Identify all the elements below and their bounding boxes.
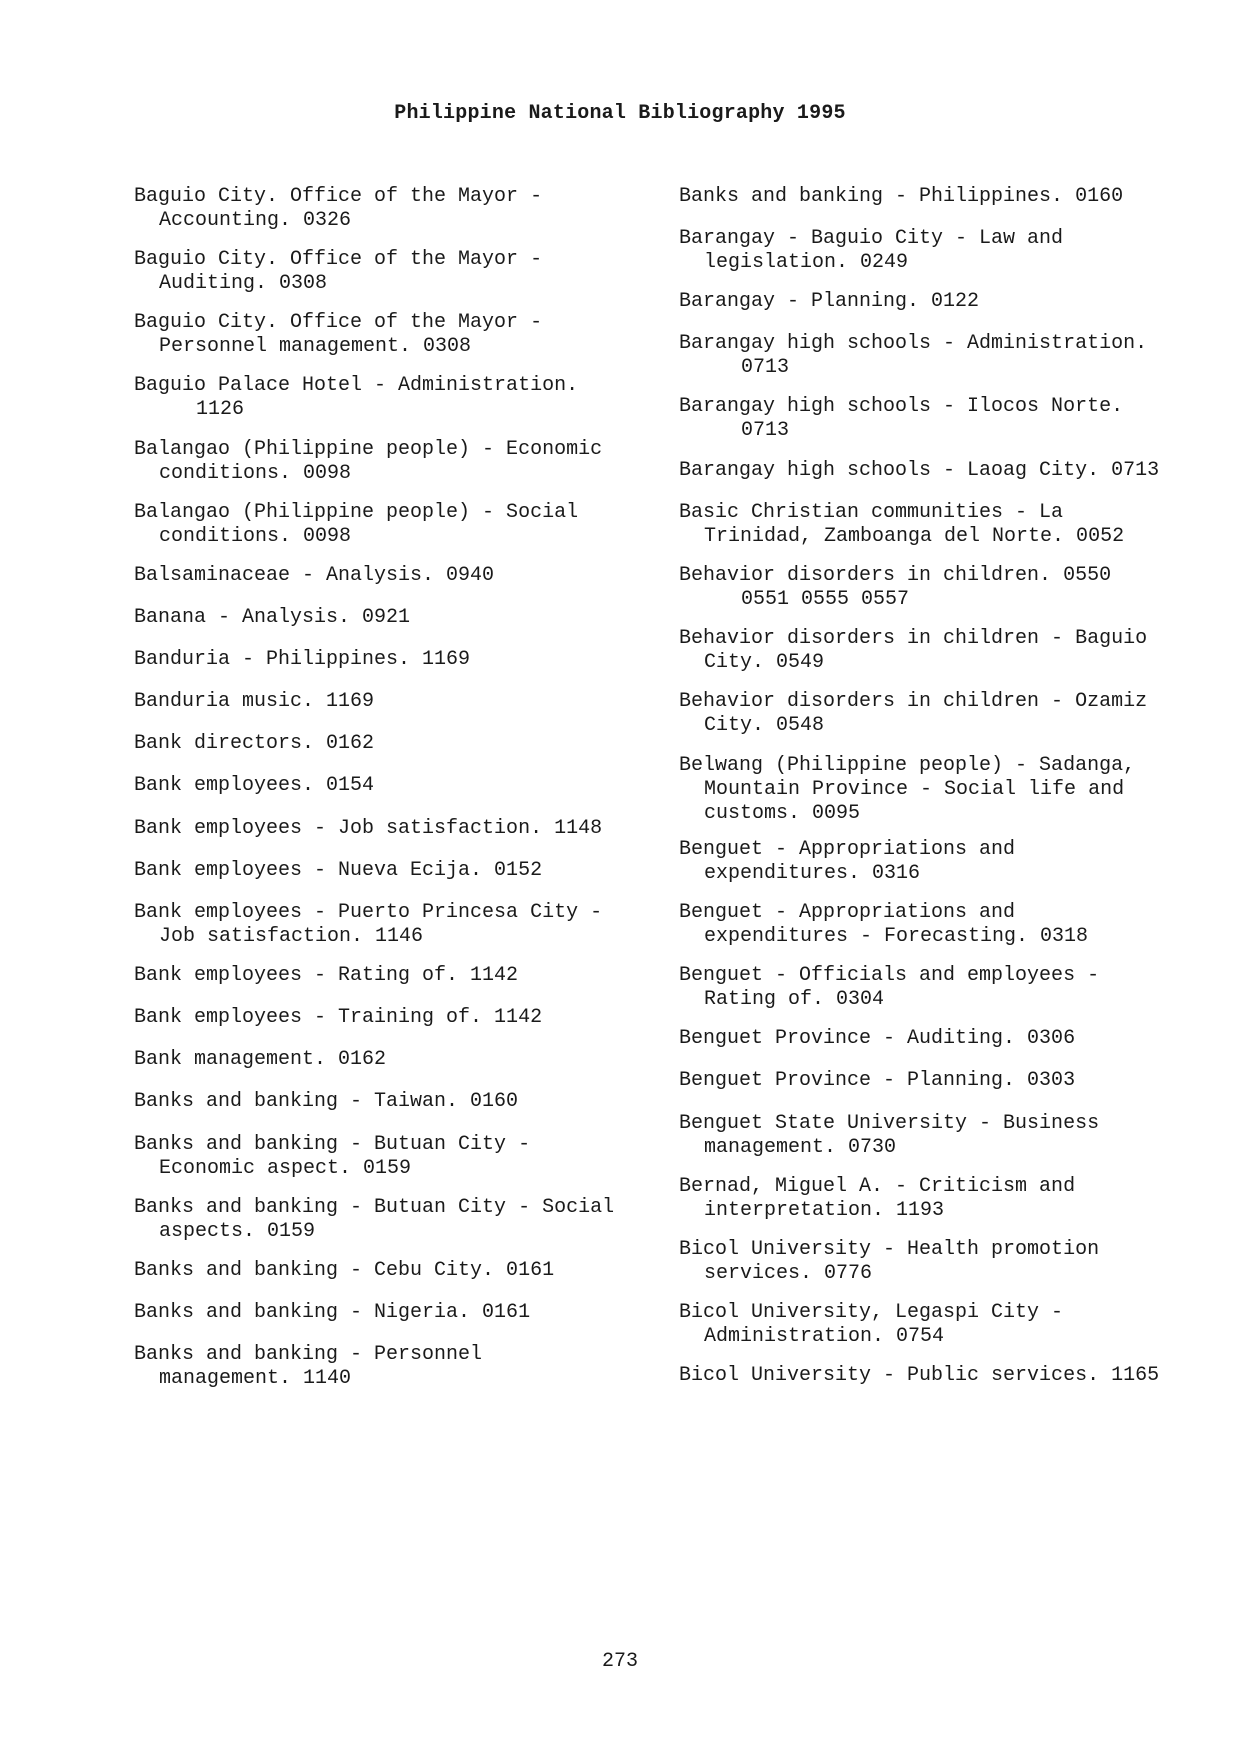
- entry-line: Administration. 0754: [704, 1325, 945, 1348]
- entry-line: Balangao (Philippine people) - Economic: [134, 438, 603, 461]
- index-entry: [679, 395, 1123, 443]
- index-entry: [679, 185, 1123, 209]
- page-title: Philippine National Bibliography 1995: [394, 102, 846, 125]
- index-entry: [134, 564, 494, 588]
- entry-line: Bicol University - Public services. 1165: [679, 1364, 1160, 1387]
- entry-line: Banana - Analysis. 0921: [134, 606, 411, 629]
- index-entry: [679, 1301, 1063, 1349]
- entry-line: Balsaminaceae - Analysis. 0940: [134, 564, 495, 587]
- entry-line: Bank employees - Training of. 1142: [134, 1006, 543, 1029]
- entry-line: Baguio City. Office of the Mayor -: [134, 311, 543, 334]
- index-entry: [134, 1048, 386, 1072]
- index-entry: [679, 964, 1099, 1012]
- index-entry: [134, 1259, 554, 1283]
- entry-line: Bicol University, Legaspi City -: [679, 1301, 1064, 1324]
- entry-line: Bank employees. 0154: [134, 774, 375, 797]
- entry-line: conditions. 0098: [159, 525, 352, 548]
- entry-line: Basic Christian communities - La: [679, 501, 1064, 524]
- index-entry: [679, 754, 1135, 826]
- entry-line: Barangay high schools - Administration.: [679, 332, 1148, 355]
- entry-line: Bank directors. 0162: [134, 732, 375, 755]
- entry-line: management. 0730: [704, 1136, 897, 1159]
- index-entry: [134, 185, 542, 233]
- index-entry: [134, 859, 542, 883]
- index-entry: [134, 817, 602, 841]
- entry-line: customs. 0095: [704, 802, 861, 825]
- entry-line: City. 0548: [704, 714, 825, 737]
- index-entry: [679, 332, 1147, 380]
- entry-line: Job satisfaction. 1146: [159, 925, 424, 948]
- index-entry: [679, 838, 1015, 886]
- entry-line: aspects. 0159: [159, 1220, 316, 1243]
- entry-line: Banks and banking - Butuan City - Social: [134, 1196, 615, 1219]
- index-entry: [134, 438, 602, 486]
- entry-line: Bernad, Miguel A. - Criticism and: [679, 1175, 1076, 1198]
- entry-line: Barangay - Baguio City - Law and: [679, 227, 1064, 250]
- entry-line: Barangay - Planning. 0122: [679, 290, 980, 313]
- entry-line: Trinidad, Zamboanga del Norte. 0052: [704, 525, 1125, 548]
- index-entry: [134, 501, 578, 549]
- index-entry: [134, 606, 410, 630]
- entry-line: legislation. 0249: [704, 251, 909, 274]
- index-entry: [134, 648, 470, 672]
- entry-line: Bank employees - Puerto Princesa City -: [134, 901, 603, 924]
- entry-line: Banks and banking - Personnel: [134, 1343, 483, 1366]
- index-entry: [134, 690, 374, 714]
- entry-line: Barangay high schools - Ilocos Norte.: [679, 395, 1124, 418]
- entry-line: Barangay high schools - Laoag City. 0713: [679, 459, 1160, 482]
- entry-line: Baguio City. Office of the Mayor -: [134, 185, 543, 208]
- entry-line: Personnel management. 0308: [159, 335, 472, 358]
- entry-line: Behavior disorders in children. 0550: [679, 564, 1112, 587]
- entry-line: Balangao (Philippine people) - Social: [134, 501, 579, 524]
- entry-line: expenditures - Forecasting. 0318: [704, 925, 1089, 948]
- entry-line: Bicol University - Health promotion: [679, 1238, 1100, 1261]
- index-entry: [679, 1069, 1075, 1093]
- entry-line: Benguet - Officials and employees -: [679, 964, 1100, 987]
- entry-line: Baguio City. Office of the Mayor -: [134, 248, 543, 271]
- index-entry: [679, 901, 1088, 949]
- entry-line: Banks and banking - Nigeria. 0161: [134, 1301, 531, 1324]
- index-entry: [134, 1090, 518, 1114]
- index-entry: [134, 1133, 530, 1181]
- index-entry: [679, 459, 1159, 483]
- entry-line: management. 1140: [159, 1367, 352, 1390]
- index-entry: [679, 501, 1124, 549]
- entry-line: 1126: [196, 398, 245, 421]
- index-entry: [134, 901, 602, 949]
- index-entry: [134, 248, 542, 296]
- entry-line: Benguet Province - Auditing. 0306: [679, 1027, 1076, 1050]
- index-entry: [679, 1027, 1075, 1051]
- entry-line: Bank employees - Job satisfaction. 1148: [134, 817, 603, 840]
- entry-line: Banks and banking - Philippines. 0160: [679, 185, 1124, 208]
- entry-line: Behavior disorders in children - Ozamiz: [679, 690, 1148, 713]
- entry-line: conditions. 0098: [159, 462, 352, 485]
- entry-line: Rating of. 0304: [704, 988, 885, 1011]
- entry-line: Benguet State University - Business: [679, 1112, 1100, 1135]
- entry-line: 0713: [741, 419, 790, 442]
- index-entry: [134, 311, 542, 359]
- index-entry: [679, 1112, 1099, 1160]
- index-entry: [134, 374, 578, 422]
- index-entry: [679, 1175, 1075, 1223]
- index-entry: [679, 1364, 1159, 1388]
- index-entry: [679, 290, 979, 314]
- entry-line: Mountain Province - Social life and: [704, 778, 1125, 801]
- entry-line: Economic aspect. 0159: [159, 1157, 412, 1180]
- entry-line: Banks and banking - Cebu City. 0161: [134, 1259, 555, 1282]
- entry-line: Belwang (Philippine people) - Sadanga,: [679, 754, 1136, 777]
- entry-line: Banduria music. 1169: [134, 690, 375, 713]
- index-entry: [679, 690, 1147, 738]
- entry-line: 0713: [741, 356, 790, 379]
- index-entry: [134, 1301, 530, 1325]
- index-entry: [134, 964, 518, 988]
- entry-line: interpretation. 1193: [704, 1199, 945, 1222]
- entry-line: Benguet - Appropriations and: [679, 838, 1016, 861]
- index-entry: [679, 1238, 1099, 1286]
- entry-line: Accounting. 0326: [159, 209, 352, 232]
- entry-line: Benguet Province - Planning. 0303: [679, 1069, 1076, 1092]
- index-entry: [679, 627, 1147, 675]
- page-number: 273: [601, 1650, 638, 1673]
- entry-line: City. 0549: [704, 651, 825, 674]
- entry-line: Banks and banking - Butuan City -: [134, 1133, 531, 1156]
- entry-line: Baguio Palace Hotel - Administration.: [134, 374, 579, 397]
- index-entry: [134, 774, 374, 798]
- entry-line: 0551 0555 0557: [741, 588, 910, 611]
- entry-line: Auditing. 0308: [159, 272, 328, 295]
- index-entry: [134, 1006, 542, 1030]
- index-entry: [134, 732, 374, 756]
- entry-line: services. 0776: [704, 1262, 873, 1285]
- index-entry: [134, 1196, 614, 1244]
- index-entry: [679, 564, 1111, 612]
- entry-line: Bank management. 0162: [134, 1048, 387, 1071]
- entry-line: Benguet - Appropriations and: [679, 901, 1016, 924]
- entry-line: Behavior disorders in children - Baguio: [679, 627, 1148, 650]
- index-entry: [679, 227, 1063, 275]
- entry-line: Banks and banking - Taiwan. 0160: [134, 1090, 519, 1113]
- entry-line: Bank employees - Rating of. 1142: [134, 964, 519, 987]
- entry-line: expenditures. 0316: [704, 862, 921, 885]
- entry-line: Banduria - Philippines. 1169: [134, 648, 471, 671]
- index-entry: [134, 1343, 482, 1391]
- entry-line: Bank employees - Nueva Ecija. 0152: [134, 859, 543, 882]
